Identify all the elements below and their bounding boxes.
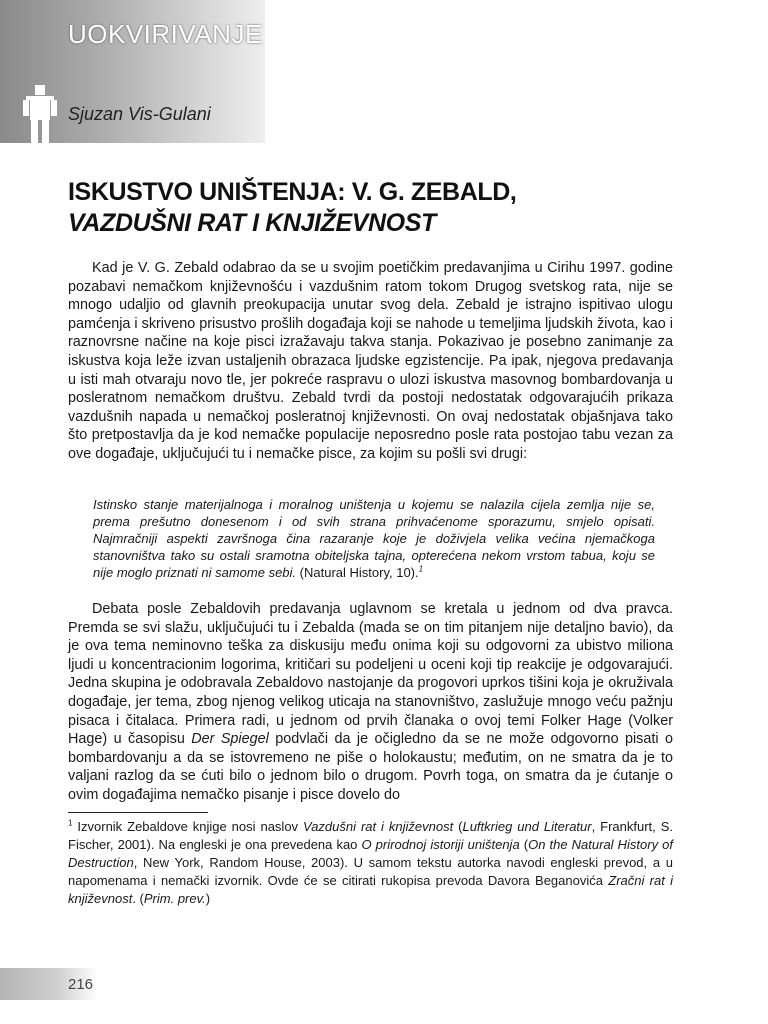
body-paragraph-1: Kad je V. G. Zebald odabrao da se u svojim poetičkim predavanjima u Cirihu 1997. godine pozabavi nemačkom književnošću i vazdušnim ratom tokom Drugog svetskog rata, nije se mnogo udaljio od glavnih preokupacija unutar svog dela. Zebald je istrajno ispitivao ulogu pamćenja i skriveno prisustvo prošlih događaja koji se nahode u temeljima ljudskih života, kao i raznovrsne načine na koje pisci izražavaju takva stanja. Pokazivao je posebno zanimanje za iskustva koja leže izvan ustaljenih obrazaca ljudske egzistencije. Pa ipak, njegova predavanja u isti mah otvaraju novo tle, jer pokreće raspravu o ulozi iskustva masovnog bombardovanja u posleratnom nemačkom društvu. Zebald tvrdi da postoji nedostatak odgovarajućih prikaza vazdušnih napada u nemačkoj posleratnoj književnosti. On ovaj nedostatak objašnjava tako što pretpostavlja da je kod nemačke populacije neposredno posle rata postojao tabu vezan za ove događaje, uključujući tu i nemačke pisce, za kojim su pošli svi drugi:: [68, 260, 673, 462]
footnote-italic: Vazdušni rat i književnost: [303, 819, 454, 834]
footnote-text: , Frankfurt, S. Fischer, 2001). Na engleski je ona prevedena kao: [68, 819, 673, 852]
footnote-italic: Luftkrieg und Literatur: [462, 819, 592, 834]
page-number: 216: [68, 976, 94, 993]
footnote-ref: 1: [418, 564, 424, 574]
section-title: UOKVIRIVANJE: [68, 19, 263, 49]
article-title: [68, 177, 688, 239]
footnote-text: . (: [132, 891, 144, 906]
block-quote: [93, 496, 655, 581]
footnote-italic: On the Natural History of Destruction: [68, 837, 673, 870]
footnote-number: 1: [68, 818, 73, 828]
author-name: Sjuzan Vis-Gulani: [68, 104, 211, 124]
paragraph-2-text-b: podvlači da je očigledno da se ne može odgovorno pisati o bombardovanju a da se istovremeno ne piše o holokaustu; međutim, on ne smatra da je to valjani razlog da se ćuti bilo o jednom bilo o drugom. Povrh toga, on smatra da je ćutanje o ovim događajima nemačko pisanje i pisce dovelo do: [68, 731, 673, 803]
title-line-2: VAZDUŠNI RAT I KNJIŽEVNOST: [68, 209, 436, 237]
footnote-text: (: [519, 837, 529, 852]
footnote-text: (: [453, 819, 463, 834]
journal-name: Der Spiegel: [191, 731, 269, 748]
quote-source: (Natural History, 10).: [299, 565, 419, 580]
footnote-italic: Zračni rat i književnost: [68, 873, 673, 906]
footnote-italic: O prirodnoj istoriji uništenja: [361, 837, 520, 852]
footnote-text: , New York, Random House, 2003). U samom tekstu autorka navodi engleski prevod, a u napomenama i nemački izvornik. Ovde će se citirati rukopisa prevoda Davora Beganovića: [68, 855, 673, 888]
body-paragraph-2: [68, 600, 673, 805]
title-line-1: ISKUSTVO UNIŠTENJA: V. G. ZEBALD,: [68, 178, 517, 206]
footnote-italic: Prim. prev.: [143, 891, 206, 906]
footnote-text: ): [205, 891, 211, 906]
quote-text: Istinsko stanje materijalnoga i moralnog uništenja u kojemu se nalazila cijela zemlja nije se, prema prešutno donesenom i od svih strana prihvaćenome sporazumu, smjelo opisati. Najmračniji aspekti završnoga čina razaranje koje je doživjela velika većina njemačkoga stanovništva tako su ostali sramotna obiteljska tajna, opterećena nekom vrstom tabua, koju se nije moglo priznati ni samome sebi.: [93, 497, 655, 580]
human-figure-icon: [20, 85, 60, 143]
paragraph-2-text-a: Debata posle Zebaldovih predavanja uglavnom se kretala u jednom od dva pravca. Premda se svi slažu, uključujući tu i Zebalda (mada se on tim pitanjem nije detaljno bavio), da je ova tema neminovno teška za diskusiju među onima koji su odgovorni za ubistvo miliona ljudi u koncentracionim logorima, kritičari su podeljeni u oceni koji tip reakcije je odgovarajući. Jedna skupina je odobravala Zebaldovo nastojanje da progovori uprkos tišini koja je okruživala događaje, jer tema, zbog njenog velikog uticaja na stanovništvo, zaslužuje mnogo veću pažnju pisaca i čitalaca. Primera radi, u jednom od prvih članaka o ovoj temi Folker Hage (Volker Hage) u časopisu: [68, 601, 673, 748]
footnote-text: Izvornik Zebaldove knjige nosi naslov: [72, 819, 303, 834]
footnote-divider: [68, 812, 208, 813]
footnote: [68, 818, 673, 908]
